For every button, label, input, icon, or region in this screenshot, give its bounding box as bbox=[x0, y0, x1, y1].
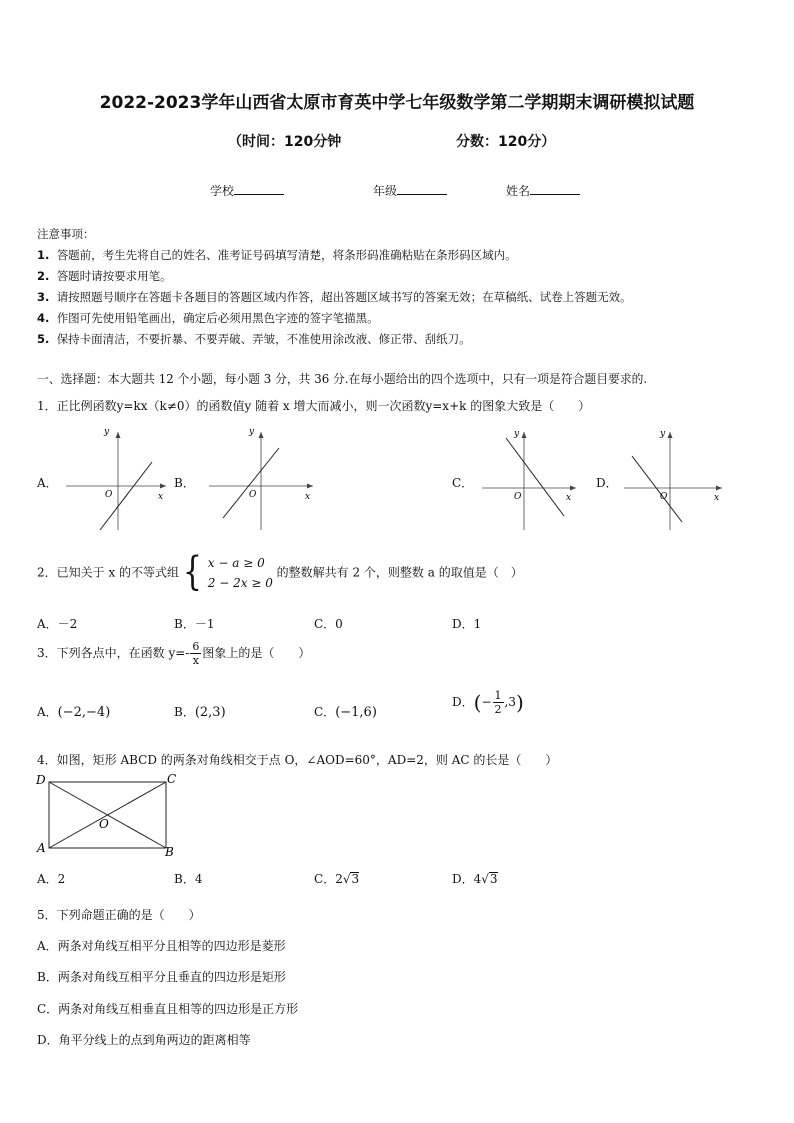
y-axis-label: y bbox=[660, 429, 666, 439]
note-text: 作图可先使用铅笔画出，确定后必须用黑色字迹的签字笔描黑。 bbox=[56, 311, 379, 325]
option-label: D． bbox=[452, 872, 474, 886]
q1-option-a-label[interactable]: A． bbox=[37, 476, 58, 490]
x-axis-label: x bbox=[158, 492, 164, 502]
radicand: 3 bbox=[489, 872, 498, 886]
vertex-a-label: A bbox=[37, 841, 46, 855]
q5-option-b[interactable]: B．两条对角线互相平分且垂直的四边形是矩形 bbox=[37, 970, 286, 984]
brace-symbol: { bbox=[182, 549, 202, 596]
q4-option-a[interactable]: A．2 bbox=[37, 872, 66, 886]
q5-option-c[interactable]: C．两条对角线互相垂直且相等的四边形是正方形 bbox=[37, 1002, 299, 1016]
school-field[interactable] bbox=[210, 182, 284, 199]
q3-option-a[interactable] bbox=[37, 703, 110, 720]
sqrt-symbol: √ bbox=[481, 872, 489, 886]
q4-option-c[interactable] bbox=[314, 870, 359, 887]
q3-option-c[interactable] bbox=[314, 703, 377, 720]
grade-field[interactable] bbox=[373, 182, 447, 199]
exam-title: 2022-2023学年山西省太原市育英中学七年级数学第二学期期末调研模拟试题 bbox=[99, 93, 695, 113]
q2-stem-pre: 2．已知关于 x 的不等式组 bbox=[37, 565, 180, 580]
note-text: 请按照题号顺序在答题卡各题目的答题区域内作答，超出答题区域书写的答案无效；在草稿纸、试卷上答题无效。 bbox=[56, 290, 632, 304]
sqrt-symbol: √ bbox=[342, 872, 351, 886]
q1-graph-a[interactable] bbox=[62, 426, 170, 532]
fraction-denominator: x bbox=[192, 654, 199, 667]
right-paren: ) bbox=[515, 690, 524, 715]
origin-label: O bbox=[105, 490, 113, 500]
q2-option-d[interactable]: D．1 bbox=[452, 617, 482, 631]
grade-label: 年级 bbox=[373, 184, 398, 198]
exam-score: 分数：120分） bbox=[456, 134, 556, 150]
origin-label: O bbox=[660, 492, 668, 502]
note-text: 答题时请按要求用笔。 bbox=[56, 269, 172, 283]
note-number: 3. bbox=[37, 290, 50, 304]
section-heading: 一、选择题：本大题共 12 个小题，每小题 3 分，共 36 分.在每小题给出的四个选项中，只有一项是符合题目要求的. bbox=[37, 372, 648, 386]
option-value-rest: ,3 bbox=[504, 695, 516, 709]
q3-stem-post: 图象上的是（ ） bbox=[202, 646, 311, 660]
q2-option-b[interactable]: B．－1 bbox=[174, 617, 215, 631]
note-number: 4. bbox=[37, 311, 50, 325]
q1-graph-c[interactable] bbox=[478, 426, 578, 532]
q3-stem-pre: 3．下列各点中，在函数 y=- bbox=[37, 646, 190, 660]
name-blank[interactable] bbox=[530, 182, 580, 195]
note-number: 5. bbox=[37, 332, 50, 346]
q1-graph-d[interactable] bbox=[620, 426, 726, 532]
note-item bbox=[37, 247, 517, 263]
question-4-stem: 4．如图，矩形 ABCD 的两条对角线相交于点 O，∠AOD=60°，AD=2，则 AC 的长是（ ） bbox=[37, 753, 558, 767]
vertex-b-label: B bbox=[165, 845, 174, 859]
note-item bbox=[37, 268, 172, 284]
note-text: 答题前，考生先将自己的姓名、准考证号码填写清楚，将条形码准确粘贴在条形码区域内。 bbox=[56, 248, 517, 262]
minus-sign: − bbox=[481, 695, 492, 709]
y-axis-label: y bbox=[104, 427, 110, 437]
fraction-one-half bbox=[493, 689, 504, 716]
fraction-numerator: 6 bbox=[192, 640, 200, 653]
option-value: (−2,−4) bbox=[57, 705, 111, 720]
inequality-2: 2 − 2x ≥ 0 bbox=[207, 576, 273, 590]
question-2-stem bbox=[37, 549, 523, 596]
x-axis-label: x bbox=[305, 492, 311, 502]
rectangle-abcd-figure bbox=[34, 770, 184, 860]
note-item bbox=[37, 310, 379, 326]
vertex-c-label: C bbox=[167, 772, 177, 786]
exam-time: （时间：120分钟 bbox=[228, 134, 342, 150]
option-label: C． bbox=[314, 705, 336, 719]
q2-stem-post: 的整数解共有 2 个，则整数 a 的取值是（ ） bbox=[276, 565, 523, 580]
option-label: A． bbox=[37, 705, 58, 719]
q1-option-b-label[interactable]: B． bbox=[174, 476, 195, 490]
q2-option-a[interactable]: A．－2 bbox=[37, 617, 78, 631]
vertex-d-label: D bbox=[36, 773, 46, 787]
radical-coefficient: 2 bbox=[335, 872, 343, 886]
left-paren: ( bbox=[473, 690, 482, 715]
option-label: D． bbox=[452, 695, 474, 709]
fraction-numerator: 1 bbox=[494, 689, 502, 702]
x-axis-label: x bbox=[566, 493, 572, 503]
q4-option-b[interactable]: B．4 bbox=[174, 872, 203, 886]
grade-blank[interactable] bbox=[397, 182, 447, 195]
name-label: 姓名 bbox=[506, 184, 531, 198]
fraction-denominator: 2 bbox=[494, 703, 502, 716]
fraction-6-over-x bbox=[190, 640, 201, 667]
note-number: 2. bbox=[37, 269, 50, 283]
note-text: 保持卡面清洁，不要折暴、不要弄破、弄皱，不准使用涂改液、修正带、刮纸刀。 bbox=[56, 332, 471, 346]
center-o-label: O bbox=[99, 817, 109, 831]
question-5-stem: 5．下列命题正确的是（ ） bbox=[37, 908, 201, 922]
option-label: B． bbox=[174, 705, 195, 719]
origin-label: O bbox=[249, 490, 257, 500]
x-axis-label: x bbox=[714, 493, 720, 503]
q3-option-b[interactable] bbox=[174, 703, 226, 720]
note-number: 1. bbox=[37, 248, 50, 262]
question-3-stem bbox=[37, 640, 310, 667]
notes-heading: 注意事项： bbox=[37, 227, 95, 241]
q4-option-d[interactable] bbox=[452, 870, 498, 887]
q1-option-c-label[interactable]: C． bbox=[452, 476, 474, 490]
y-axis-label: y bbox=[514, 429, 520, 439]
radical-coefficient: 4 bbox=[473, 872, 482, 886]
note-item bbox=[37, 289, 632, 305]
q5-option-d[interactable]: D．角平分线上的点到角两边的距离相等 bbox=[37, 1033, 251, 1047]
question-1-stem: 1．正比例函数y=kx（k≠0）的函数值y 随着 x 增大而减小，则一次函数y=x+k 的图象大致是（ ） bbox=[37, 399, 591, 413]
inequality-1: x − a ≥ 0 bbox=[207, 556, 265, 570]
option-value: (2,3) bbox=[194, 705, 226, 720]
y-axis-label: y bbox=[249, 427, 255, 437]
school-label: 学校 bbox=[210, 184, 235, 198]
inequality-system bbox=[208, 553, 273, 593]
q5-option-a[interactable]: A．两条对角线互相平分且相等的四边形是菱形 bbox=[37, 939, 286, 953]
q2-option-c[interactable]: C．0 bbox=[314, 617, 343, 631]
q3-option-d[interactable] bbox=[452, 689, 524, 716]
option-label: C． bbox=[314, 872, 336, 886]
q1-option-d-label[interactable]: D． bbox=[596, 476, 618, 490]
name-field[interactable] bbox=[506, 182, 580, 199]
q1-graph-b[interactable] bbox=[205, 426, 317, 532]
origin-label: O bbox=[514, 492, 522, 502]
option-value: (−1,6) bbox=[335, 705, 377, 720]
note-item bbox=[37, 331, 471, 347]
radicand: 3 bbox=[351, 872, 360, 886]
school-blank[interactable] bbox=[234, 182, 284, 195]
